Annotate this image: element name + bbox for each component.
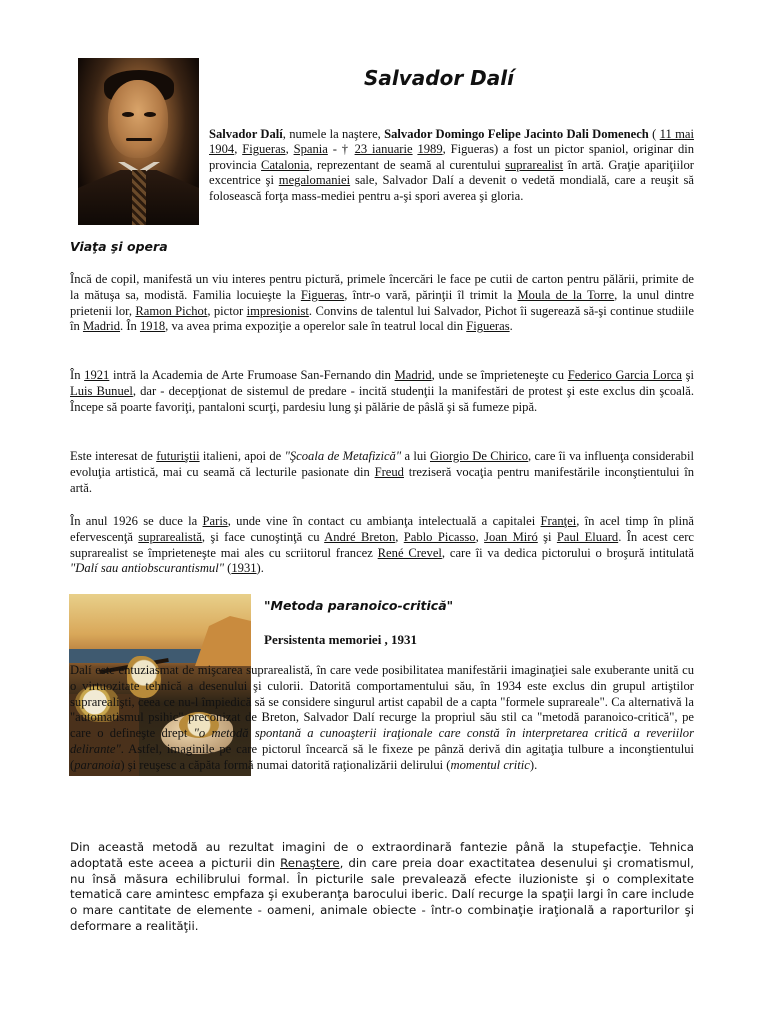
section-heading: Viaţa şi opera	[70, 239, 168, 254]
link[interactable]: Moula de la Torre	[517, 287, 615, 302]
text-run: în artă. Graţie apariţiilor excentrice şi	[209, 157, 694, 188]
text-run: momentul critic	[450, 757, 530, 772]
link[interactable]: Figueras	[242, 142, 286, 157]
paragraph-childhood	[70, 272, 694, 335]
text-run: . Astfel, imaginile pe care pictorul încearcă să le fixeze pe pânză derivă din agitaţia tulbure a inconştientului (	[70, 741, 694, 772]
link[interactable]: Catalonia	[261, 157, 310, 172]
text-run: ,	[234, 142, 243, 157]
link[interactable]: futuriştii	[156, 449, 200, 463]
link[interactable]: Pablo Picasso	[403, 529, 476, 544]
text-run: ,	[475, 529, 485, 544]
text-run: Este interesat de	[70, 449, 157, 463]
text-run: a lui	[401, 449, 430, 463]
text-run: - †	[327, 142, 355, 157]
text-run: "Dalí sau antiobscurantismul"	[70, 561, 225, 576]
text-run: , într-o vară, părinţii îl trimit la	[344, 287, 518, 302]
text-run: Dalí este entuziasmat de mişcarea suprarealistă, în care vede posibilitatea manifestării imaginaţiei sale exuberante unită cu o virtuozitate tehnică a desenului şi culorii. Datorită comportamentului său, în 1934 este exclus din grupul artiştilor suprarealişti, ceea ce nu-l împiedică să se considere singurul artist capabil de a capta "formele suprareale". Ca alternativă la "automatismul psihic" preconizat de Breton, Salvador Dalí recurge la propriul său stil ca "metodă paranoico-critică", pe care o defineşte drept	[70, 663, 694, 741]
link[interactable]: 1904	[209, 142, 235, 157]
paragraph-paranoiac-method	[70, 663, 694, 774]
page-title: Salvador Dalí	[364, 66, 514, 90]
text-run: .	[509, 319, 513, 334]
text-run: , reprezentant de seamă al curentului	[309, 157, 506, 172]
text-run: italieni, apoi de	[199, 449, 285, 463]
text-run: Încă de copil, manifestă un viu interes pentru pictură, primele încercări le face pe cutii de carton pentru pălării, primite de la mătuşa sa, modistă. Familia locuieşte la	[70, 272, 694, 302]
link[interactable]: 23 ianuarie	[354, 142, 413, 157]
link[interactable]: Luis Bunuel	[70, 383, 133, 398]
text-run: intră la Academia de Arte Frumoase San-Fernando din	[109, 368, 395, 382]
link[interactable]: Federico Garcia Lorca	[567, 368, 682, 382]
text-run: , unde vine în contact cu ambianţa intelectuală a capitalei	[227, 514, 541, 528]
text-run: , care îi va influenţa considerabil evoluţia artistică, mai cu seamă că lecturile pasionate din	[70, 449, 694, 479]
link[interactable]: Franţei	[540, 514, 577, 528]
link[interactable]: suprarealistă	[138, 529, 202, 544]
link[interactable]: 11 mai	[659, 127, 694, 141]
text-run: . În acest cerc suprarealist se împrieteneşte mai ales cu scriitorul francez	[70, 529, 695, 560]
text-run: sale, Salvador Dalí a devenit o vedetă mondială, care a reuşit să folosească forţa mass-mediei pentru a-şi spori averea şi gloria.	[209, 173, 694, 203]
text-run: , care îi va dedica pictorului o broşură intitulată	[441, 545, 694, 560]
link[interactable]: Freud	[374, 464, 404, 479]
link[interactable]: suprarealist	[505, 157, 564, 172]
text-run: (	[224, 561, 232, 576]
link[interactable]: Figueras	[300, 287, 345, 302]
text-run: ,	[395, 529, 404, 544]
link[interactable]: Joan Miró	[484, 529, 538, 544]
text-run: treziseră vocaţia pentru manifestările inconştientului în artă.	[70, 464, 694, 495]
link[interactable]: 1921	[84, 368, 110, 382]
text-run: , şi face cunoştinţă cu	[201, 529, 325, 544]
paragraph-academy	[70, 368, 694, 415]
text-run: În	[70, 368, 85, 382]
text-run: Salvador Domingo Felipe Jacinto Dali Domenech	[384, 127, 649, 141]
link[interactable]: Madrid	[394, 368, 432, 382]
link[interactable]: Giorgio De Chirico	[429, 449, 529, 463]
text-run: , dar - decepţionat de sistemul de predare - incită studenţii la manifestări de protest şi este exclus din şcoală. Începe să poarte favoriţi, pantaloni scurţi, pardesiu lung şi pălărie de pâslă şi să fumeze pipă.	[70, 383, 695, 414]
link[interactable]: 1918	[139, 319, 166, 334]
text-run: , va avea prima expoziţie a operelor sale în teatrul local din	[165, 319, 467, 334]
link[interactable]: André Breton	[324, 529, 396, 544]
text-run: ,	[285, 142, 294, 157]
text-run: , la unul dintre prietenii lor,	[70, 287, 694, 318]
link[interactable]: Ramon Pichot	[135, 303, 208, 318]
text-run: , din care preia doar exactitatea desenului şi cromatismul, nu însă măsura echilibrului formal. În picturile sale prevalează efecte iluzioniste şi o complexitate tematică care amintesc empfaza şi exuberanţa barocului iberic. Dalí recurge la spaţii largi în care include o mare cantitate de elemente - oameni, animale obiecte - într-o combinaţie iraţională a raporturilor şi deformare a realităţii.	[70, 855, 695, 933]
link[interactable]: 1931	[231, 561, 257, 576]
text-run: ).	[529, 757, 538, 772]
text-run: , unde se împrieteneşte cu	[431, 368, 568, 382]
text-run: În anul 1926 se duce la	[70, 514, 203, 528]
text-run: "o metodă spontană a cunoaşterii iraţionale care constă în interpretarea critică a reveriilor delirante"	[70, 726, 694, 756]
link[interactable]: Paris	[202, 514, 228, 528]
link[interactable]: René Crevel	[377, 545, 442, 560]
text-run: "Şcoala de Metafizică"	[284, 449, 402, 463]
text-run: , Figueras) a fost un pictor spaniol, originar din provincia	[209, 142, 695, 172]
paragraph-paris	[70, 514, 694, 577]
text-run: (	[648, 127, 660, 141]
text-run: , în acel timp în plină efervescenţă	[70, 514, 695, 544]
text-run: paranoia	[74, 757, 121, 772]
intro-paragraph	[209, 127, 694, 204]
text-run: , pictor	[207, 303, 247, 318]
text-run: Din această metodă au rezultat imagini de o extraordinară fantezie până la stupefacţie. Tehnica adoptată este aceea a picturii din	[70, 840, 694, 870]
link[interactable]: 1989	[417, 142, 443, 157]
link[interactable]: Figueras	[466, 319, 510, 334]
text-run: ) şi reuşesc a căpăta formă numai datorită raţionalizării delirului (	[120, 757, 451, 772]
link[interactable]: impresionist	[246, 303, 309, 318]
text-run: , numele la naştere,	[282, 127, 385, 141]
text-run: şi	[681, 368, 695, 382]
painting-caption: Persistenta memoriei , 1931	[264, 632, 418, 647]
paragraph-influences	[70, 449, 694, 496]
link[interactable]: megalomaniei	[278, 173, 351, 188]
link[interactable]: Madrid	[82, 319, 121, 334]
text-run: Salvador Dalí	[209, 127, 283, 141]
text-run: . În	[120, 319, 140, 334]
text-run: ).	[256, 561, 264, 576]
link[interactable]: Spania	[293, 142, 328, 157]
method-heading: "Metoda paranoico-critică"	[264, 598, 454, 613]
link[interactable]: Paul Eluard	[556, 529, 619, 544]
text-run: . Convins de talentul lui Salvador, Pichot îi sugerează să-şi continue studiile în	[70, 303, 694, 334]
link[interactable]: Renaştere	[280, 855, 340, 870]
paragraph-technique	[70, 840, 694, 935]
portrait-image	[78, 58, 199, 225]
text-run: şi	[537, 529, 557, 544]
